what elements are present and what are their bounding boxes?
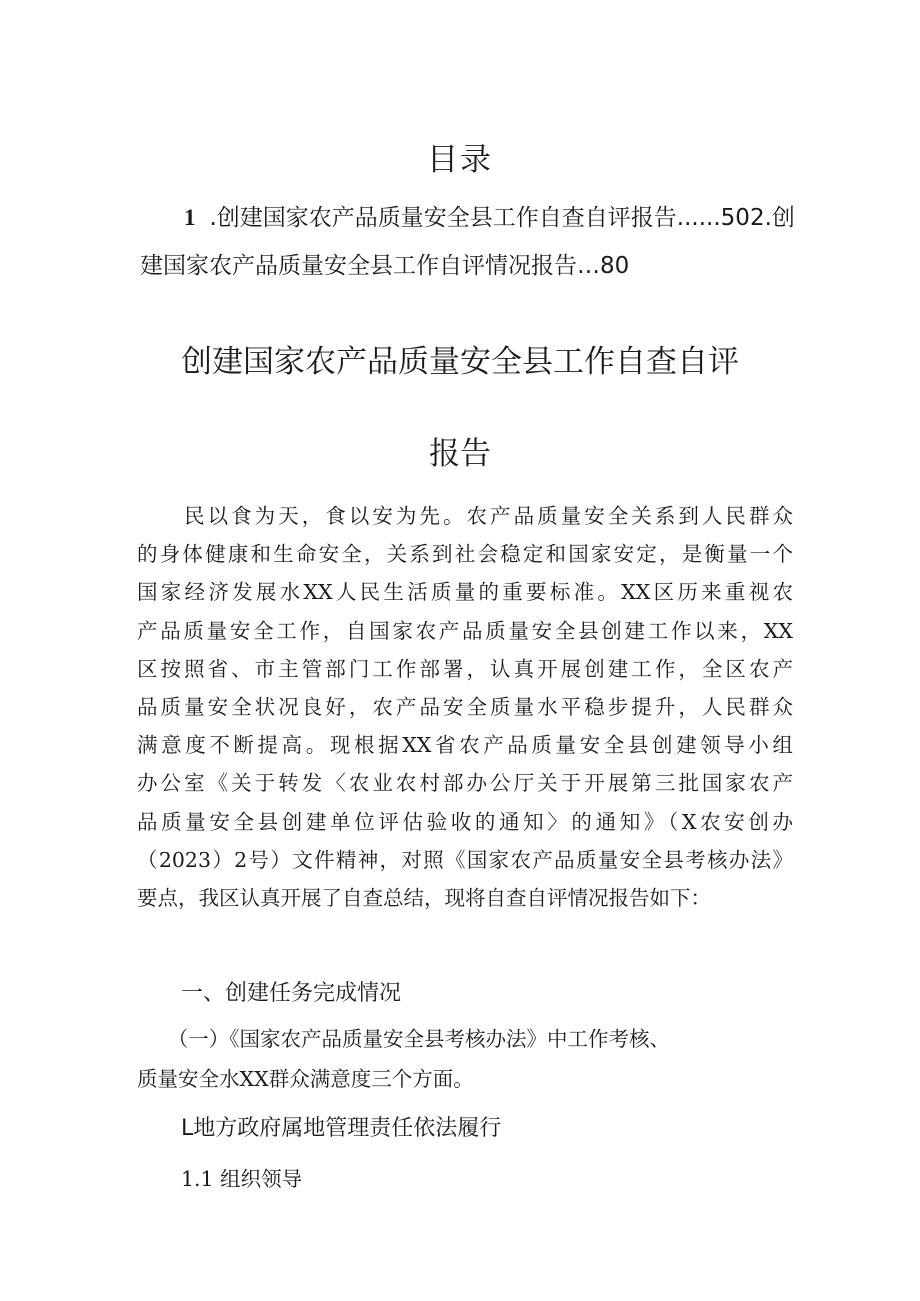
sub-subsection-heading: 1.1 组织领导 — [181, 1167, 303, 1191]
section-heading-1: 一、创建任务完成情况 — [181, 981, 402, 1006]
paragraph-line: 满意度不断提高。现根据XX省农产品质量安全县创建领导小组 — [137, 733, 793, 758]
toc-title: 目录 — [427, 142, 493, 178]
paragraph-line: 国家经济发展水XX人民生活质量的重要标准。XX区历来重视农 — [137, 580, 793, 605]
paragraph-line: 民以食为天，食以安为先。农产品质量安全关系到人民群众 — [137, 504, 793, 528]
body-paragraph-1 — [137, 497, 793, 917]
paragraph-line: 质量安全水XX群众满意度三个方面。 — [137, 1067, 474, 1091]
toc-item-1[interactable] — [140, 194, 800, 242]
toc-list — [140, 194, 800, 290]
paragraph-line: 产品质量安全工作，自国家农产品质量安全县创建工作以来，XX — [137, 618, 793, 643]
paragraph-line: （一）《国家农产品质量安全县考核办法》中工作考核、 — [137, 1027, 670, 1051]
paragraph-line: 办公室《关于转发〈农业农村部办公厅关于开展第三批国家农产 — [137, 771, 793, 796]
document-title-line-1: 创建国家农产品质量安全县工作自查自评 — [181, 344, 739, 380]
paragraph-line: 品质量安全县创建单位评估验收的通知〉的通知》（X农安创办 — [137, 809, 793, 834]
paragraph-line: （2023）2号）文件精神，对照《国家农产品质量安全县考核办法》 — [137, 847, 793, 872]
paragraph-line: 的身体健康和生命安全，关系到社会稳定和国家安定，是衡量一个 — [137, 542, 793, 567]
paragraph-line: 要点，我区认真开展了自查总结，现将自查自评情况报告如下： — [137, 885, 711, 910]
toc-item-number: 1 — [184, 205, 196, 230]
paragraph-line: 区按照省、市主管部门工作部署，认真开展创建工作，全区农产 — [137, 656, 793, 681]
subsection-heading: L地方政府属地管理责任依法履行 — [181, 1116, 502, 1141]
toc-item-text: .创建国家农产品质量安全县工作自查自评报告......502.创 — [209, 205, 795, 231]
toc-item-2[interactable] — [140, 242, 800, 290]
document-title-line-2: 报告 — [429, 436, 491, 472]
paragraph-line: 品质量安全状况良好，农产品安全质量水平稳步提升，人民群众 — [137, 694, 793, 719]
toc-item-text: 建国家农产品质量安全县工作自评情况报告…80 — [140, 253, 630, 279]
body-paragraph-2 — [137, 1019, 793, 1099]
